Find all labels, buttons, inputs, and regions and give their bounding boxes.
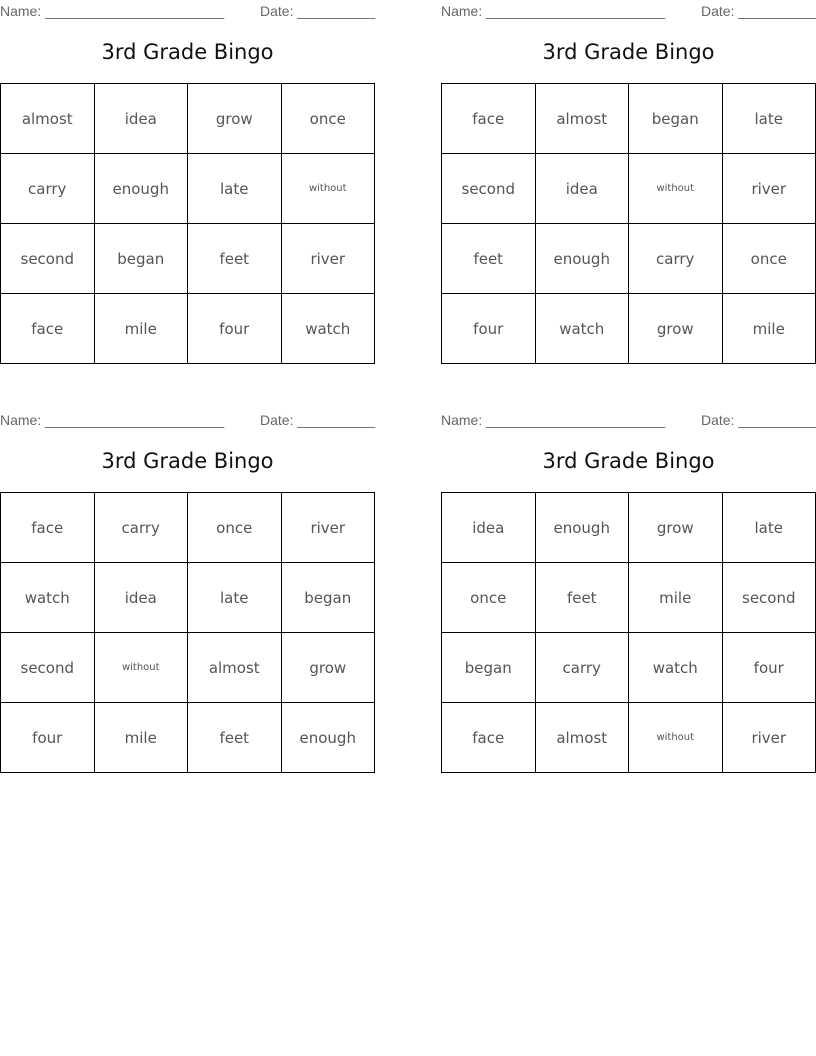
bingo-cell: feet [535,563,629,633]
bingo-card [0,409,375,773]
bingo-card [441,0,816,364]
bingo-cell: without [629,703,723,773]
bingo-cell: mile [629,563,723,633]
bingo-cell: began [629,84,723,154]
bingo-cell: idea [442,493,536,563]
bingo-cell: began [281,563,375,633]
bingo-cell: grow [629,294,723,364]
bingo-cell: began [94,224,188,294]
bingo-cell: idea [94,84,188,154]
bingo-cell: late [188,563,282,633]
bingo-cell: enough [94,154,188,224]
date-field[interactable]: Date: __________ [701,3,816,19]
bingo-cell: mile [94,703,188,773]
grid-row [442,154,816,224]
bingo-cell: idea [535,154,629,224]
card-title: 3rd Grade Bingo [101,40,274,64]
bingo-cell: enough [535,493,629,563]
bingo-cell: grow [629,493,723,563]
grid-row [1,84,375,154]
bingo-grid [441,83,816,364]
grid-row [1,703,375,773]
bingo-cell: carry [535,633,629,703]
bingo-cell: mile [94,294,188,364]
name-field[interactable]: Name: _______________________ [0,3,225,19]
bingo-card [0,0,375,364]
name-field[interactable]: Name: _______________________ [0,412,225,428]
bingo-cell: watch [629,633,723,703]
card-title: 3rd Grade Bingo [542,449,715,473]
bingo-grid [441,492,816,773]
bingo-cell: mile [722,294,816,364]
bingo-cell: late [722,493,816,563]
date-field[interactable]: Date: __________ [260,3,376,19]
bingo-cell: without [629,154,723,224]
grid-row [1,563,375,633]
bingo-cell: without [94,633,188,703]
bingo-cell: enough [281,703,375,773]
bingo-cell: four [442,294,536,364]
bingo-cell: face [442,84,536,154]
bingo-cell: carry [94,493,188,563]
bingo-cell: four [1,703,95,773]
bingo-cell: once [281,84,375,154]
grid-row [1,154,375,224]
bingo-cell: grow [188,84,282,154]
grid-row [442,703,816,773]
card-title: 3rd Grade Bingo [542,40,715,64]
bingo-cell: feet [188,224,282,294]
bingo-cell: second [1,224,95,294]
bingo-grid [0,492,375,773]
bingo-cell: late [188,154,282,224]
grid-row [442,493,816,563]
bingo-cell: almost [535,84,629,154]
bingo-cell: enough [535,224,629,294]
grid-row [1,224,375,294]
bingo-cell: carry [629,224,723,294]
bingo-cell: without [281,154,375,224]
bingo-cell: late [722,84,816,154]
bingo-cell: second [442,154,536,224]
bingo-grid [0,83,375,364]
bingo-cell: watch [535,294,629,364]
date-field[interactable]: Date: __________ [701,412,816,428]
bingo-cell: river [281,224,375,294]
grid-row [442,224,816,294]
name-field[interactable]: Name: _______________________ [441,3,666,19]
grid-row [442,633,816,703]
bingo-cell: river [722,703,816,773]
grid-row [442,563,816,633]
grid-row [1,294,375,364]
bingo-cell: face [1,493,95,563]
bingo-cell: feet [188,703,282,773]
bingo-cell: once [442,563,536,633]
bingo-cell: watch [281,294,375,364]
bingo-cell: river [722,154,816,224]
grid-row [442,84,816,154]
bingo-cell: second [722,563,816,633]
bingo-cell: grow [281,633,375,703]
card-title: 3rd Grade Bingo [101,449,274,473]
bingo-cell: began [442,633,536,703]
bingo-cell: watch [1,563,95,633]
grid-row [442,294,816,364]
bingo-cell: once [722,224,816,294]
bingo-cell: almost [188,633,282,703]
bingo-cell: feet [442,224,536,294]
bingo-cell: almost [535,703,629,773]
bingo-cell: face [442,703,536,773]
grid-row [1,493,375,563]
bingo-cell: idea [94,563,188,633]
bingo-cell: river [281,493,375,563]
bingo-cell: once [188,493,282,563]
bingo-card [441,409,816,773]
bingo-cell: second [1,633,95,703]
bingo-cell: carry [1,154,95,224]
name-field[interactable]: Name: _______________________ [441,412,666,428]
grid-row [1,633,375,703]
bingo-cell: four [188,294,282,364]
bingo-cell: almost [1,84,95,154]
bingo-cell: face [1,294,95,364]
date-field[interactable]: Date: __________ [260,412,376,428]
bingo-cell: four [722,633,816,703]
